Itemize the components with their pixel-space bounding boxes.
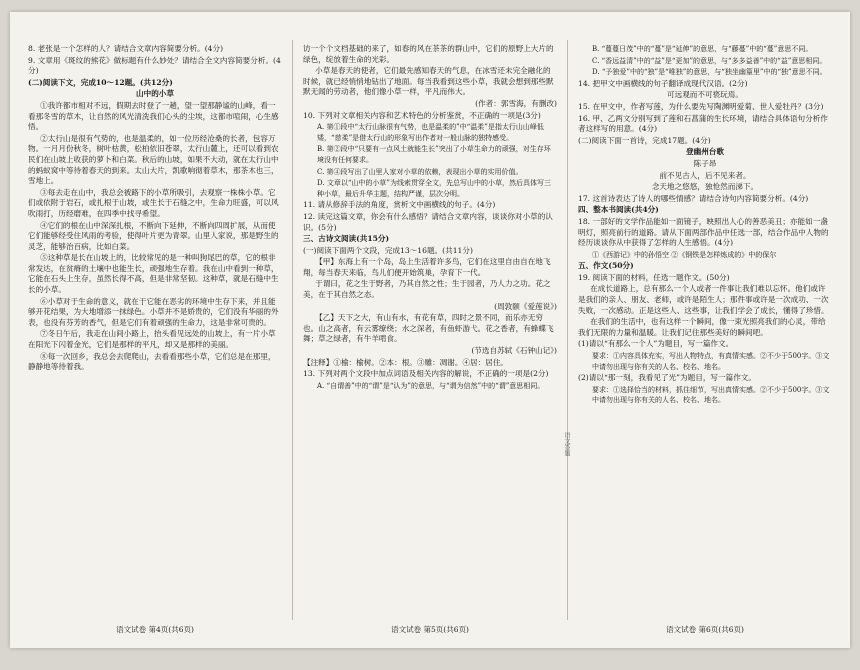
author-credit: (作者：郭雪海，有删改) (475, 98, 557, 108)
section-5-heading: 五、作文(50分) (578, 261, 634, 271)
section-3-heading: 三、古诗文阅读(共15分) (303, 234, 390, 244)
option: A. “自谓善”中的“谓”是“认为”的意思，与“谓为信然”中的“谓”意思相同。 (317, 381, 545, 390)
poem-line: 念天地之悠悠，独怆然而涕下。 (651, 182, 759, 192)
subsection-heading: (二)阅读下面一首诗，完成17题。(4分) (578, 135, 711, 145)
question-12: 12. 读完这篇文章，你会有什么感悟？请结合文章内容，谈谈你对小草的认识。(5分) (303, 211, 553, 232)
page-4-column (28, 44, 282, 604)
material: 在我们的生活中，也有这样一个瞬间，像一束光照亮我们的心灵，带给我们无限的力量和温暖。让我们记住那些美好的瞬间吧。 (578, 317, 826, 337)
poem-line: 前不见古人，后不见来者。 (659, 170, 751, 180)
question-17: 17. 这首诗表达了诗人的哪些情感？请结合诗句内容简要分析。(4分) (578, 193, 809, 203)
essay-title: 山中的小草 (136, 89, 174, 99)
page-6-column (578, 44, 832, 604)
question-15: 15. 在甲文中，作者写莲，为什么要先写陶渊明爱菊、世人爱牡丹？(3分) (578, 101, 824, 111)
options: ①《西游记》中的孙悟空 ②《钢铁是怎样炼成的》中的保尔 (592, 250, 777, 259)
question-9: 9. 文章用《斑纹的熊花》做标题有什么妙处？请结合全文内容简要分析。(4分) (28, 55, 281, 76)
question-19: 19. 阅读下面的材料，任选一题作文。(50分) (578, 272, 730, 282)
option: D. 文章以“山中的小草”为线索贯穿全文，先总写山中的小草，然后具体写三种小草，最后升华主题，结构严谨，层次分明。 (317, 179, 551, 198)
question-16: 16. 甲、乙两文分别写到了莲和石菖蒲的生长环境，请结合具体语句分析作者这样写的用意。(4分) (578, 113, 828, 134)
column-divider (567, 40, 568, 620)
exam-sheet (10, 12, 850, 648)
subsection-heading: (一)阅读下面两个文段，完成13～16题。(共11分) (303, 245, 473, 255)
passage-jia: 【甲】东海上有一个岛，岛上生活着许多鸟，它们在这里自由自在地飞翔，每当春天来临，鸟儿们便开始筑巢，孕育下一代。 (303, 257, 551, 277)
paragraph: 小草是春天的使者，它们最先感知春天的气息，在冰雪还未完全融化的时候，就已经悄悄地钻出了地面。每当我看到这些小草，我就会想到那些默默无闻的劳动者，他们像小草一样，平凡而伟大。 (303, 66, 554, 97)
paragraph: ①我许都市相对不远，假期去时登了一趟，望一望那静谧的山峰，看一看那冬雪的草木，让自然的风光清洗我们心头的尘埃，这都市喧闹，心生感悟。 (28, 100, 279, 132)
passage-yi: 【乙】天下之大，有山有水，有花有草，四时之景不同，而乐亦无穷也。山之高者，有云雾缭绕；水之深者，有鱼虾游弋。花之香者，有蜂蝶飞舞；草之绿者，有牛羊啃食。 (303, 313, 554, 344)
side-label: 语文答题 (563, 432, 570, 456)
option: C. “香远益清”中的“益”是“更加”的意思，与“多多益善”中的“益”意思相同。 (592, 56, 827, 65)
section-2-heading: (二)阅读下文，完成10～12题。(共12分) (28, 77, 173, 87)
source: (周敦颐《爱莲说》) (494, 301, 557, 311)
topic-2: (2)请以“那一刻，我看见了光”为题目，写一篇作文。 (578, 373, 756, 383)
annotation: 【注释】①榆：榆树。②本：根。③雕：凋谢。④居：居住。 (303, 357, 509, 367)
requirements: 要求：①内容具体充实，写出人物特点，有真情实感。②不少于500字。③文中请勿出现与你有关的人名、校名、地名。 (592, 352, 830, 371)
paragraph: ⑤这种草是长在山坡上的，比较常见的是一种叫狗尾巴的草，它的根非常发达，在贫瘠的土壤中也能生长，顽强地生存着。我在山中看到一种草，它能在石头上生存，虽然长得不高，但是非常坚韧。这种草，就是石缝中生长的小草。 (28, 253, 279, 295)
question-8: 8. 老张是一个怎样的人？请结合文章内容简要分析。(4分) (28, 44, 224, 53)
paragraph: ⑦冬日午后，我走在山间小路上，抬头看见远处的山坡上，有一片小草在阳光下闪着金光，它们是那样的平凡，却又是那样的美丽。 (28, 329, 276, 350)
question-14: 14. 把甲文中画横线的句子翻译成现代汉语。(2分) (578, 78, 748, 88)
question-11: 11. 请从修辞手法的角度，赏析文中画横线的句子。(4分) (303, 200, 496, 210)
paragraph: ⑧每一次回乡，我总会去爬爬山，去看看那些小草，它们总是在那里，静静地等待着我。 (28, 351, 276, 372)
option: C. 第④段写出了山里人家对小草的依赖，表现出小草的实用价值。 (317, 167, 523, 176)
option: B. “蔓蔓日茂”中的“蔓”是“延伸”的意思，与“藤蔓”中的“蔓”意思不同。 (592, 45, 813, 53)
translate-sentence: 可远观而不可亵玩焉。 (667, 90, 743, 100)
section-4-heading: 四、整本书阅读(共4分) (578, 205, 659, 215)
question-13: 13. 下列对两个文段中加点词语及相关内容的解说，不正确的一项是(2分) (303, 369, 549, 379)
poem-title: 登幽州台歌 (686, 147, 724, 157)
material: 在成长道路上，总有那么一个人或者一件事让我们难以忘怀。他们或许是我们的亲人、朋友、老师，或许是陌生人；那件事或许是一次成功、一次失败，一次感动。正是这些人、这些事，让我们学会了成长，懂得了珍惜。 (578, 284, 829, 315)
option: B. 第②段中“只要有一点风土就能生长”突出了小草生命力的顽强，对生存环境没有任何要求。 (317, 145, 551, 164)
passage-jia: 于谓曰，花之生于野者，乃其自然之性；生于园者，乃人力之功。花之美，在于其自然之态。 (303, 279, 551, 300)
paragraph: 访一个个文档基础的来了，如春的风在茶茶的群山中，它们的原野上大片的绿色，绽放着生命的光彩。 (303, 44, 554, 64)
page-footer: 语文试卷 第5页(共6页) (391, 625, 469, 634)
option: D. “予独爱”中的“独”是“唯独”的意思，与“独坐幽篁里”中的“独”意思不同。 (592, 68, 827, 77)
topic-1: (1)请以“有那么一个人”为题目，写一篇作文。 (578, 339, 734, 349)
paragraph: ⑥小草对于生命的意义，就在于它能在恶劣的环境中生存下来，并且能够开花结果，为大地增添一抹绿色。小草并不是娇贵的，它们没有华丽的外表，也没有芬芳的香气，但是它们有着顽强的生命力，这是非常可贵的。 (28, 296, 279, 327)
page-footer: 语文试卷 第6页(共6页) (666, 625, 744, 634)
page-footer: 语文试卷 第4页(共6页) (116, 625, 194, 634)
question-10: 10. 下列对文章相关内容和艺术特色的分析鉴赏，不正确的一项是(3分) (303, 110, 541, 120)
option: A. 第①段中“太行山脉很有气势，也是温柔的”中“温柔”是指太行山山峰低矮，“慈柔”是借太行山的形象写出作者对一般山脉的独特感受。 (317, 123, 544, 142)
paragraph: ②太行山是很有气势的，也是温柔的，如一位历经沧桑的长者，包容万物。一月月份秋冬，树叶枯黄，松柏依旧苍翠，太行山麓上，还可以看到农民们在山坡上收获的萝卜和白菜。秋后的山坡，如果不大动，就在太行山中的蚂蚁窝中等待着春天的到来。太山大片，凯歌响彻着草木，那茶木也三，雪地上。 (28, 133, 279, 186)
paragraph: ④它们的根在山中深深扎根，不断向下延伸，不断向四周扩展，从而使它们能够经受住风雨的考验，使得叶片更为青翠。山里人家说，那是野生的灵芝，能够治百病，比如白菜。 (28, 220, 279, 251)
question-18: 18. 一部好的文学作品能如一面镜子，映照出人心的善恶美丑；亦能如一盏明灯，照亮前行的道路。请从下面两部作品中任选一部，结合作品中人物的经历谈谈你从中获得了怎样的人生感悟。(4分) (578, 216, 829, 248)
requirements: 要求：①选择恰当的材料，抓住细节，写出真情实感。②不少于500字。③文中请勿出现与你有关的人名、校名、地名。 (592, 385, 830, 405)
source: (节选自苏轼《石钟山记》) (471, 346, 557, 356)
paragraph: ③每去走在山中，我总会被路下的小草所吸引，去观察一株株小草。它们或依附于岩石，或扎根于山坡，或生长于石缝之中，生命力旺盛，可以风吹雨打，历经磨难，在四季中找寻希望。 (28, 187, 279, 218)
poem-author: 陈子昂 (693, 158, 717, 168)
page-5-column (303, 44, 557, 604)
column-divider (292, 40, 293, 620)
